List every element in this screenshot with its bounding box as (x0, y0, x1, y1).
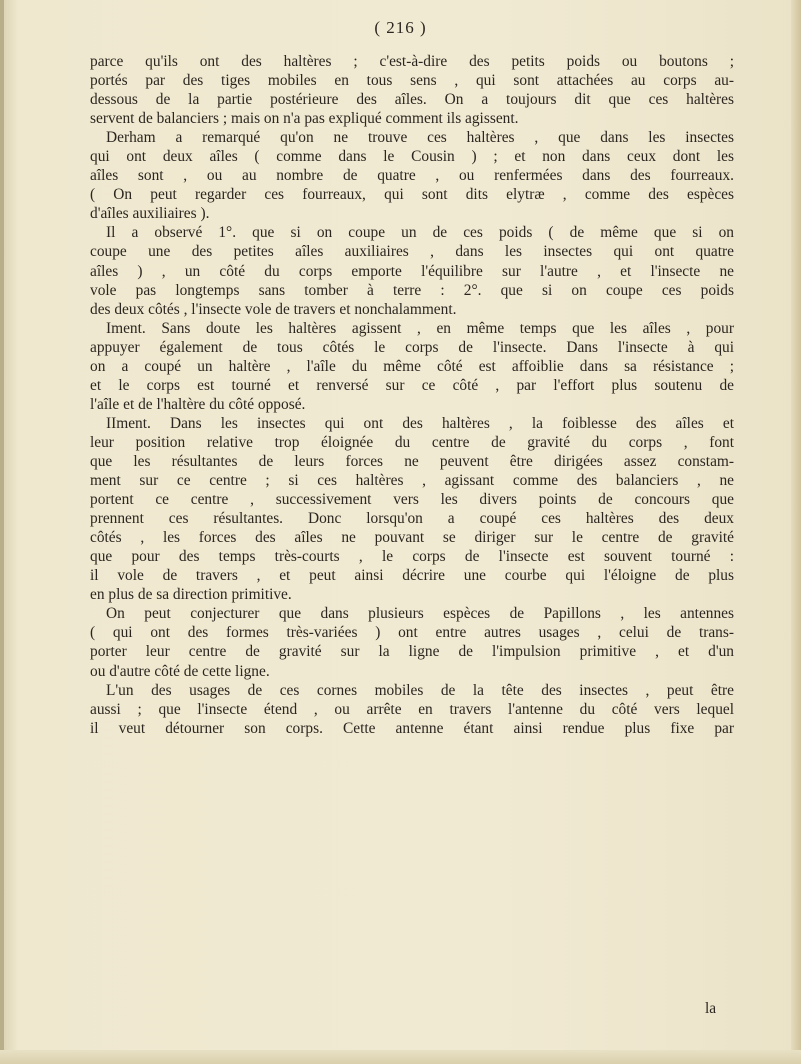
text-line: on a coupé un haltère , l'aîle du même côté est affoiblie dans sa résistance ; (90, 357, 734, 375)
catchword: la (705, 1000, 717, 1017)
text-line: servent de balanciers ; mais on n'a pas expliqué comment ils agissent. (90, 110, 519, 128)
text-line: ( On peut regarder ces fourreaux, qui sont dits elytræ , comme des espèces (90, 186, 734, 204)
text-line: On peut conjecturer que dans plusieurs espèces de Papillons , les antennes (106, 605, 734, 623)
text-line: d'aîles auxiliaires ). (90, 205, 210, 223)
text-line: il veut détourner son corps. Cette antenne étant ainsi rendue plus fixe par (90, 719, 734, 737)
text-line: aîles ) , un côté du corps emporte l'équilibre sur l'autre , et l'insecte ne (90, 262, 734, 280)
text-line: porter leur centre de gravité sur la ligne de l'impulsion primitive , et d'un (90, 643, 734, 661)
binding-gutter (0, 0, 4, 1064)
body-text (90, 52, 734, 738)
text-line: coupe une des petites aîles auxiliaires , dans les insectes qui ont quatre (90, 243, 734, 261)
text-line: IIment. Dans les insectes qui ont des haltères , la foiblesse des aîles et (106, 414, 734, 432)
text-line: que pour des temps très-courts , le corps de l'insecte est souvent tourné : (90, 548, 734, 566)
page-bottom-shadow (0, 1050, 801, 1064)
text-line: leur position relative trop éloignée du centre de gravité du corps , font (90, 433, 734, 451)
text-line: aussi ; que l'insecte étend , ou arrête en travers l'antenne du côté vers lequel (90, 700, 734, 718)
text-line: Iment. Sans doute les haltères agissent , en même temps que les aîles , pour (106, 319, 734, 337)
text-line: Il a observé 1°. que si on coupe un de ces poids ( de même que si on (106, 224, 734, 242)
text-line: côtés , les forces des aîles ne pouvant se diriger sur le centre de gravité (90, 529, 734, 547)
page-edge-shadow (791, 0, 801, 1064)
text-line: vole pas longtemps sans tomber à terre : 2°. que si on coupe ces poids (90, 281, 734, 299)
text-line: l'aîle et de l'haltère du côté opposé. (90, 395, 306, 413)
text-line: Derham a remarqué qu'on ne trouve ces haltères , que dans les insectes (106, 129, 734, 147)
text-line: et le corps est tourné et renversé sur ce côté , par l'effort plus soutenu de (90, 376, 734, 394)
text-line: aîles sont , ou au nombre de quatre , ou renfermées dans des fourreaux. (90, 167, 734, 185)
text-line: ment sur ce centre ; si ces haltères , agissant comme des balanciers , ne (90, 472, 734, 490)
text-line: appuyer également de tous côtés le corps de l'insecte. Dans l'insecte à qui (90, 338, 734, 356)
text-line: parce qu'ils ont des haltères ; c'est-à-dire des petits poids ou boutons ; (90, 53, 734, 70)
text-line: ou d'autre côté de cette ligne. (90, 662, 270, 680)
text-line: des deux côtés , l'insecte vole de travers et nonchalamment. (90, 300, 457, 318)
text-line: il vole de travers , et peut ainsi décrire une courbe qui l'éloigne de plus (90, 567, 734, 585)
text-line: L'un des usages de ces cornes mobiles de la tête des insectes , peut être (106, 681, 734, 699)
text-line: prennent ces résultantes. Donc lorsqu'on a coupé ces haltères des deux (90, 510, 734, 528)
text-line: qui ont deux aîles ( comme dans le Cousin ) ; et non dans ceux dont les (90, 148, 734, 166)
text-line: portent ce centre , successivement vers les divers points de concours que (90, 491, 734, 509)
text-line: dessous de la partie postérieure des aîles. On a toujours dit que ces haltères (90, 91, 734, 109)
page-number-header: ( 216 ) (374, 18, 427, 37)
text-line: en plus de sa direction primitive. (90, 586, 292, 604)
text-line: portés par des tiges mobiles en tous sens , qui sont attachées au corps au- (90, 72, 734, 90)
text-line: ( qui ont des formes très-variées ) ont entre autres usages , celui de trans- (90, 624, 734, 642)
text-line: que les résultantes de leurs forces ne peuvent être dirigées assez constam- (90, 452, 734, 470)
